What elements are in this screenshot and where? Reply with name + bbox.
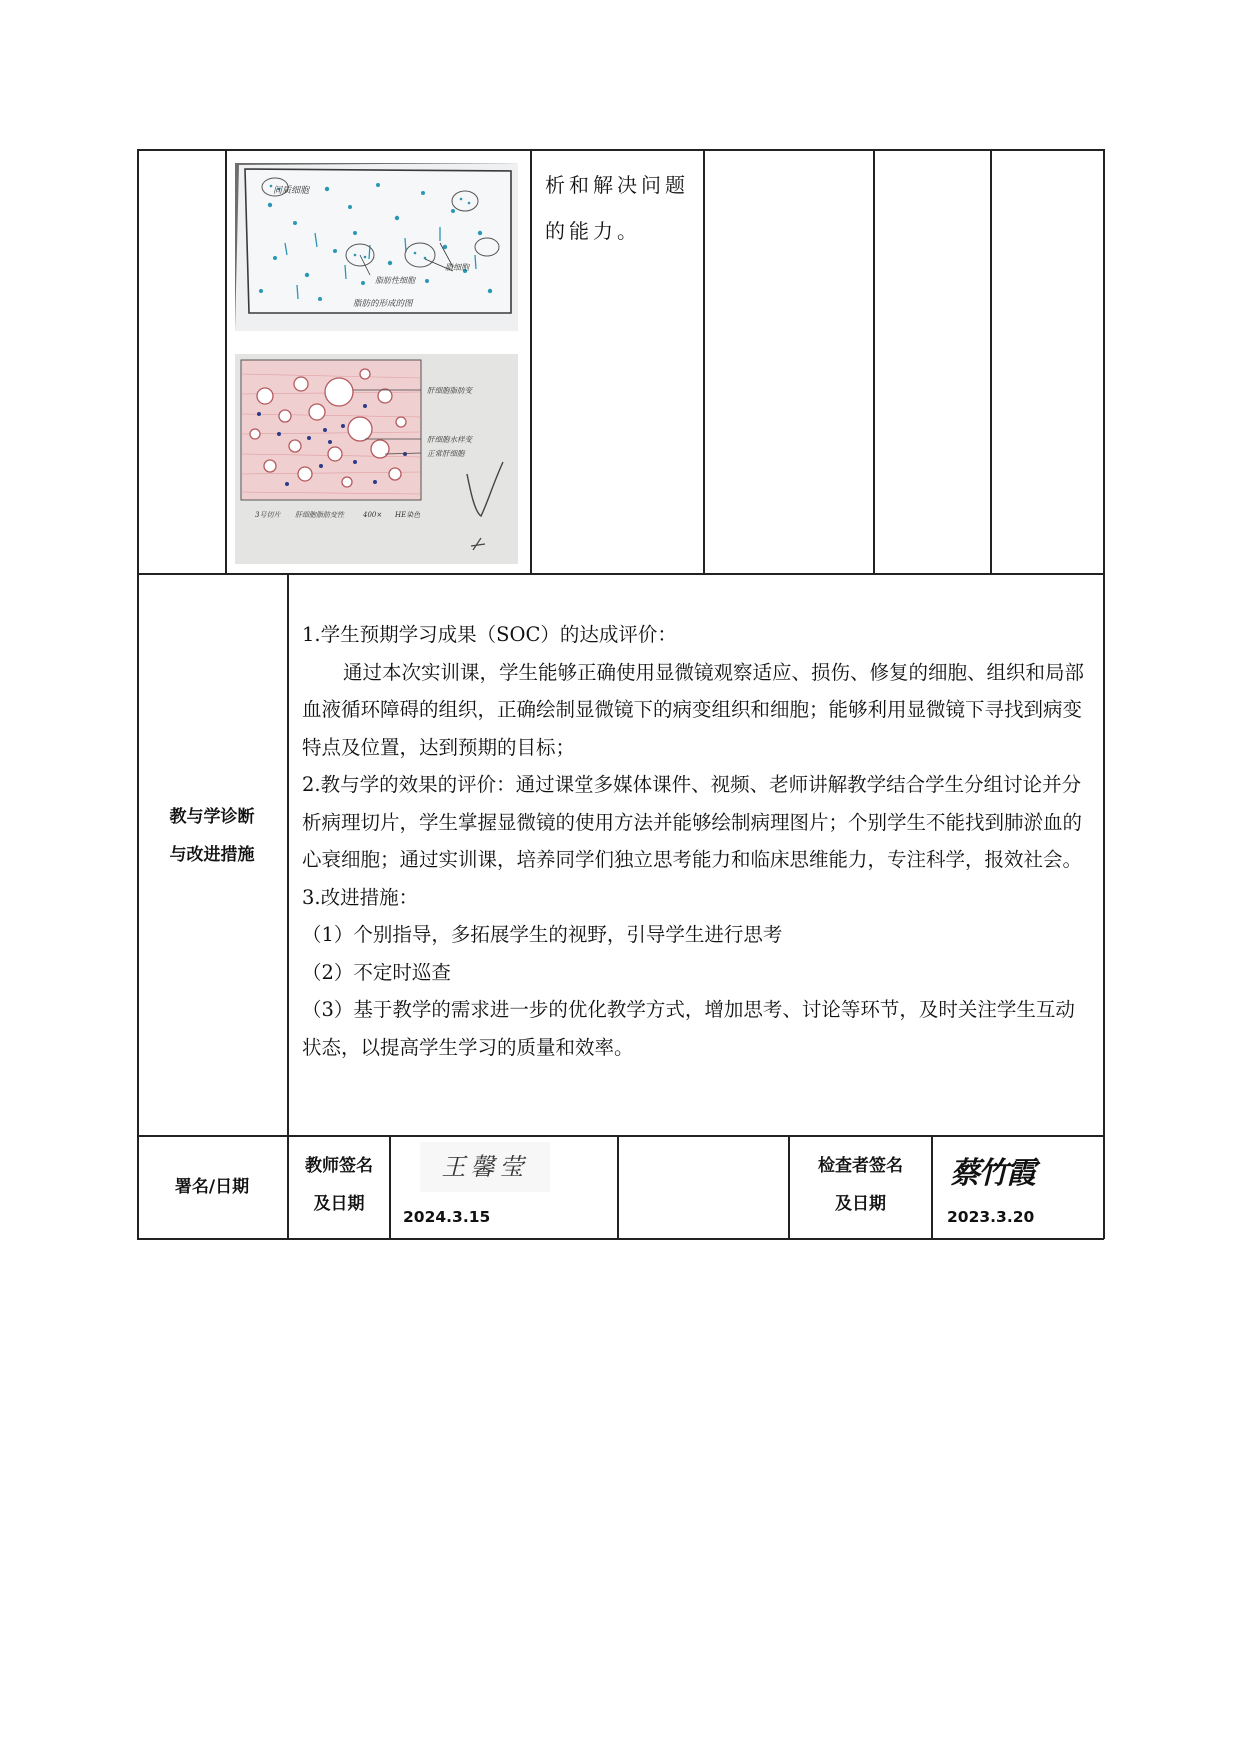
student-drawing-photo-1 [235,163,518,331]
soc-evaluation-title: 1.学生预期学习成果（SOC）的达成评价： [302,623,677,646]
col-divider [225,149,227,573]
drawing-label: 肝细胞脂肪变 [427,386,472,395]
table-border-top [137,149,1104,151]
teaching-effect-evaluation: 2.教与学的效果的评价：通过课堂多媒体课件、视频、老师讲解教学结合学生分组讨论并分析病理切片，学生掌握显微镜的使用方法并能够绘制病理图片；个别学生不能找到肺淤血的心衰细胞；通过实训课，培养同学们独立思考能力和临床思维能力，专注科学，报效社会。 [302,773,1083,871]
teacher-date: 2024.3.15 [403,1208,491,1226]
signature-date-label: 署名/日期 [174,1177,250,1197]
checker-signature-label: 检查者签名 及日期 [818,1156,903,1214]
drawing-caption: HE染色 [395,511,421,519]
teacher-signature: 王馨莹 [441,1153,529,1181]
drawing-caption: 肝细胞脂肪变性 [295,511,344,519]
drawing-label: 脂细胞 [445,263,469,272]
col-divider [931,1135,933,1238]
diagnosis-label: 教与学诊断 与改进措施 [169,807,255,865]
improvement-item: （3）基于教学的需求进一步的优化教学方式，增加思考、讨论等环节，及时关注学生互动状态，以提高学生学习的质量和效率。 [302,998,1075,1059]
drawing-caption: 脂肪的形成的图 [353,299,413,309]
teacher-signature-label: 教师签名 及日期 [305,1156,373,1214]
improvement-item: （1）个别指导，多拓展学生的视野，引导学生进行思考 [302,923,783,946]
teacher-signature-image [420,1142,550,1192]
student-drawing-photo-2 [235,354,518,564]
improvement-title: 3.改进措施： [302,885,419,909]
objective-continuation [545,162,689,254]
col-divider [287,573,289,1238]
table-row-divider [137,1135,1104,1137]
checker-signature: 蔡竹霞 [950,1156,1034,1191]
drawing-caption: 3号切片 [255,511,281,519]
col-divider [530,149,532,573]
table-border-bottom [137,1238,1104,1240]
drawing-label: 肝细胞水样变 [427,435,472,444]
drawing-caption: 400× [363,511,383,519]
continuation-line-1: 析和解决问题 [545,173,689,197]
continuation-line-2: 的能力。 [545,219,641,243]
table-border-right [1103,149,1105,1239]
drawing-label: 脂肪性细胞 [375,276,415,285]
checker-date: 2023.3.20 [947,1208,1035,1226]
col-divider [873,149,875,573]
col-divider [990,149,992,573]
drawing-label: 间质细胞 [273,186,310,196]
table-row-divider [137,573,1104,575]
col-divider [389,1135,391,1238]
table-border-left [137,149,139,1239]
drawing-label: 正常肝细胞 [427,449,465,458]
improvement-item: （2）不定时巡查 [302,960,451,984]
diagnosis-content [302,616,1094,1066]
soc-evaluation-body: 通过本次实训课，学生能够正确使用显微镜观察适应、损伤、修复的细胞、组织和局部血液循环障碍的组织，正确绘制显微镜下的病变组织和细胞；能够利用显微镜下寻找到病变特点及位置，达到预期的目标； [302,660,1085,759]
col-divider [703,149,705,573]
col-divider [617,1135,619,1238]
